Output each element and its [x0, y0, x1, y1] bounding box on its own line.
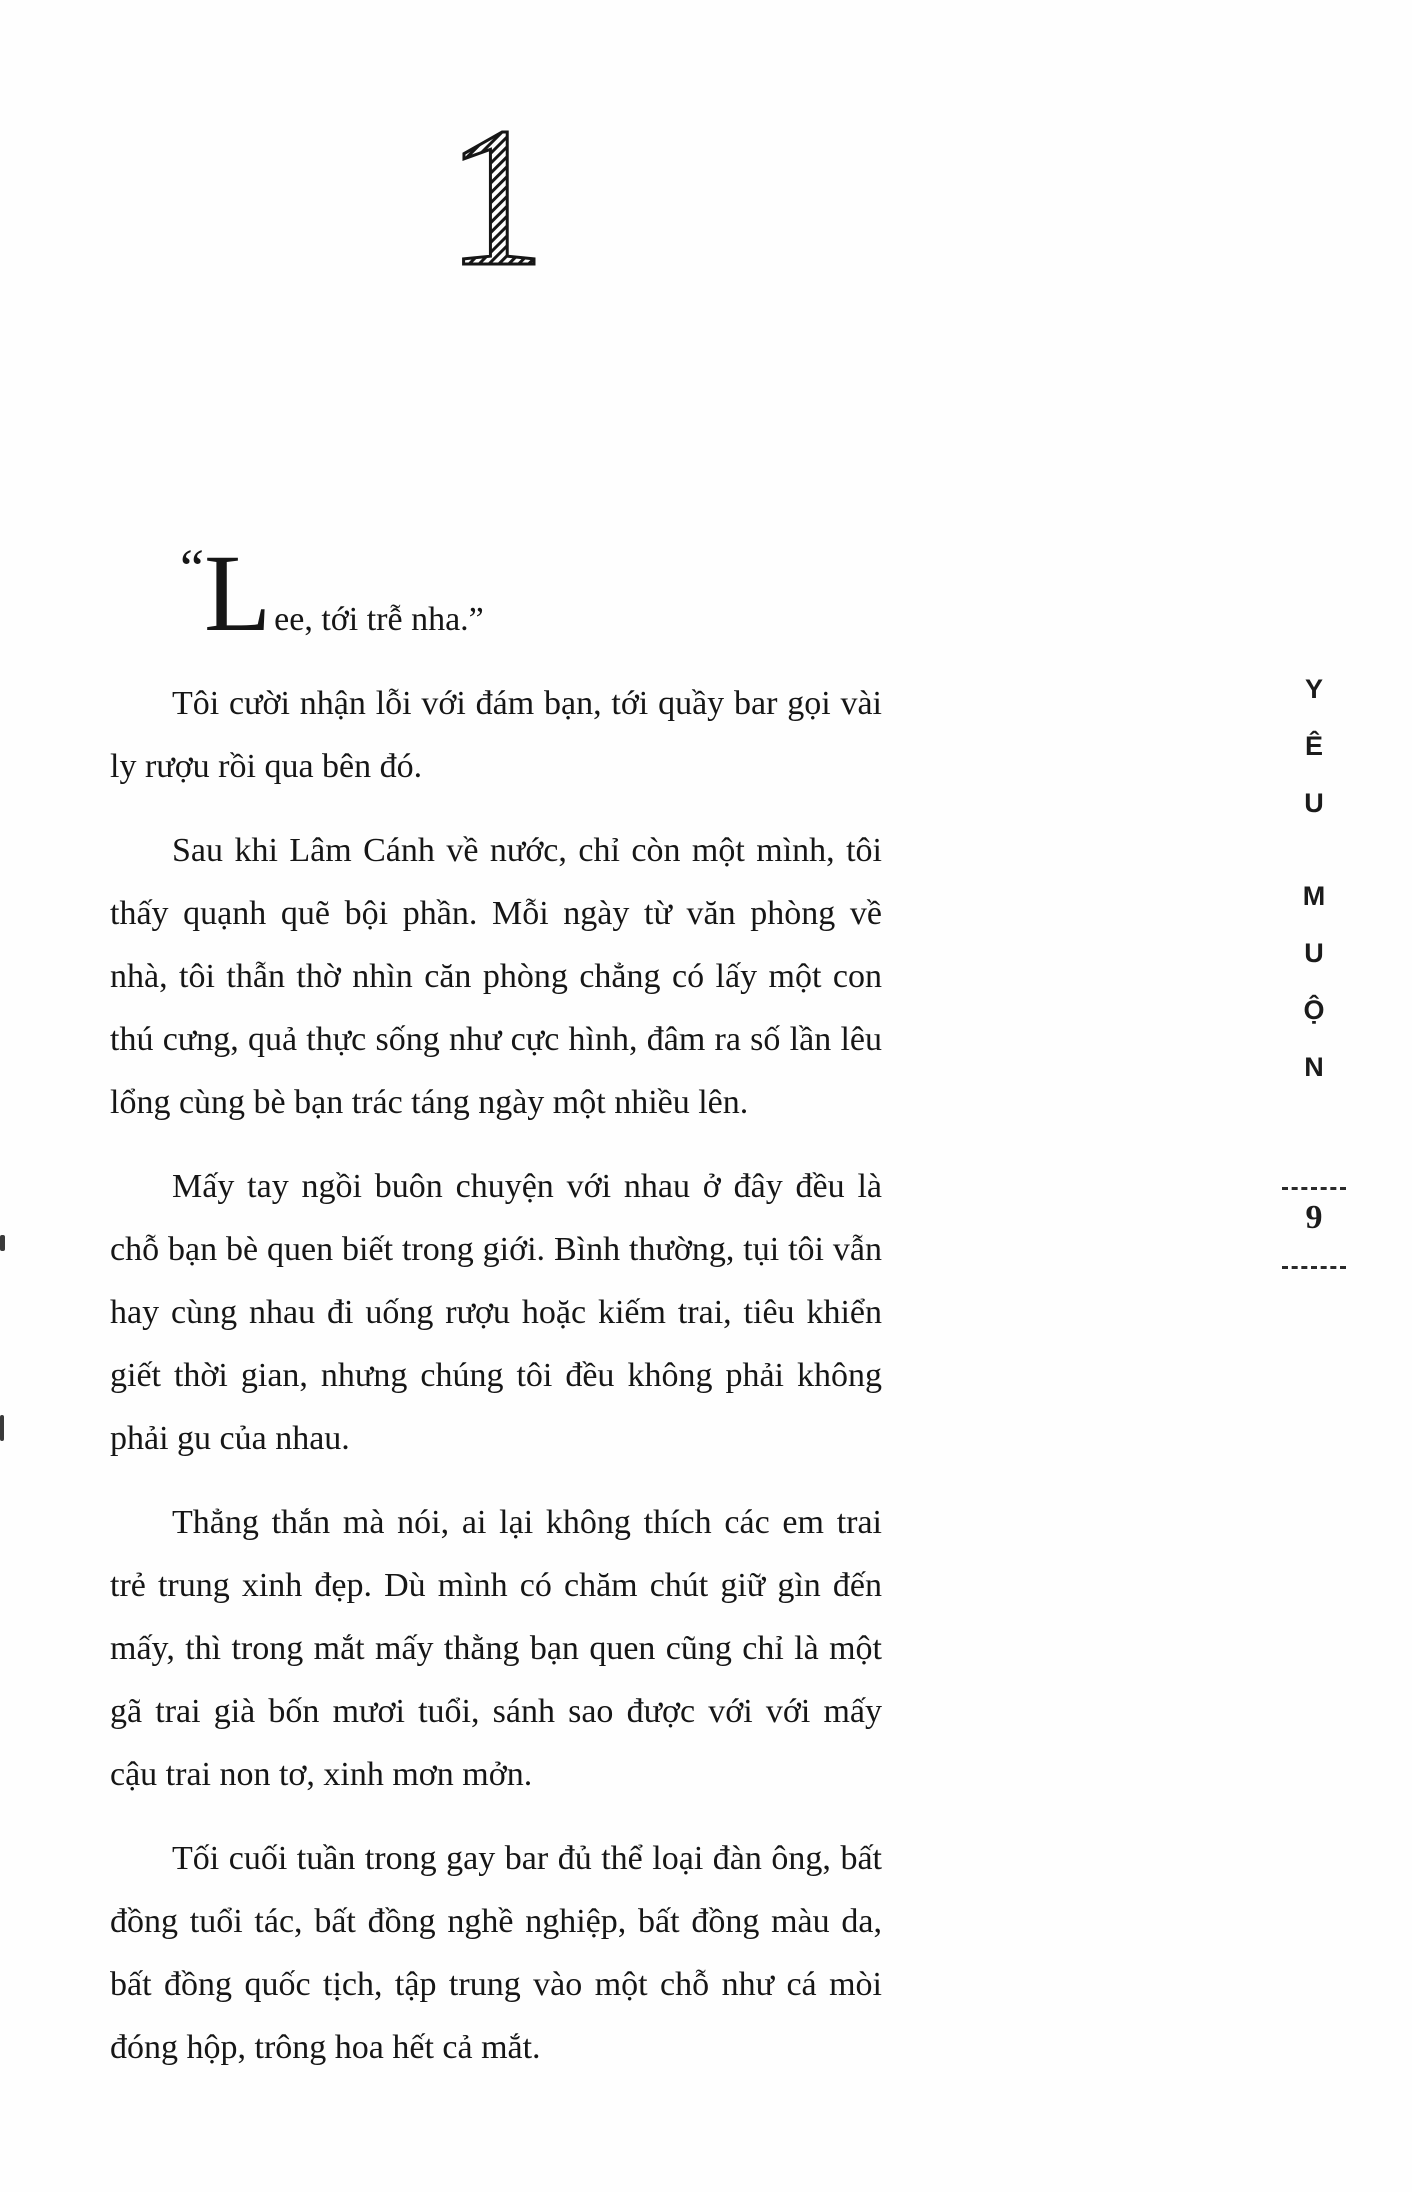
scan-artifact: [0, 1415, 4, 1441]
book-title-letter: M: [1302, 881, 1326, 911]
chapter-number: 1: [446, 112, 546, 272]
paragraph: [110, 1155, 882, 1470]
drop-cap-letter: L: [203, 532, 272, 654]
paragraph-text: Sau khi Lâm Cánh về nước, chỉ còn một mình, tôi thấy quạnh quẽ bội phần. Mỗi ngày từ văn phòng về nhà, tôi thẫn thờ nhìn căn phòng chẳng có lấy một con thú cưng, quả thực sống như cực hình, đâm ra số lần lêu lổng cùng bè bạn trác táng ngày một nhiều lên.: [110, 832, 882, 1121]
paragraph: [110, 672, 882, 798]
book-title-letter: Ộ: [1303, 995, 1325, 1025]
body-text-block: [110, 532, 882, 2100]
paragraph: [110, 819, 882, 1134]
paragraph-text: Thẳng thắn mà nói, ai lại không thích các em trai trẻ trung xinh đẹp. Dù mình có chăm chút giữ gìn đến mấy, thì trong mắt mấy thằng bạn quen cũng chỉ là một gã trai già bốn mươi tuổi, sánh sao được với với mấy cậu trai non tơ, xinh mơn mởn.: [110, 1504, 882, 1793]
opening-quote-mark: “: [180, 538, 202, 598]
scan-artifact: [0, 1235, 5, 1251]
page-number-divider: [1282, 1266, 1346, 1269]
page-number-divider: [1282, 1187, 1346, 1190]
book-title-letter: Ê: [1304, 731, 1323, 761]
page-margin-sidebar: [1281, 676, 1347, 1269]
paragraph-opening-line: [110, 532, 882, 654]
paragraph-text: Mấy tay ngồi buôn chuyện với nhau ở đây đều là chỗ bạn bè quen biết trong giới. Bình thường, tụi tôi vẫn hay cùng nhau đi uống rượu hoặc kiếm trai, tiêu khiển giết thời gian, nhưng chúng tôi đều không phải không phải gu của nhau.: [110, 1168, 882, 1457]
book-title-letter: N: [1304, 1052, 1324, 1082]
paragraph-text: ee, tới trễ nha.”: [274, 601, 484, 638]
page-number: 9: [1305, 1199, 1323, 1236]
paragraph: [110, 1827, 882, 2079]
paragraph-text: Tối cuối tuần trong gay bar đủ thể loại đàn ông, bất đồng tuổi tác, bất đồng nghề nghiệp, bất đồng màu da, bất đồng quốc tịch, tập trung vào một chỗ như cá mòi đóng hộp, trông hoa hết cả mắt.: [110, 1840, 882, 2066]
book-title-letter: U: [1304, 938, 1324, 968]
chapter-number-graphic: [421, 112, 571, 272]
paragraph-text: Tôi cười nhận lỗi với đám bạn, tới quầy bar gọi vài ly rượu rồi qua bên đó.: [110, 685, 882, 785]
chapter-heading: [110, 112, 882, 277]
book-title-letter: U: [1304, 788, 1324, 818]
paragraph: [110, 1491, 882, 1806]
book-title-letter: Y: [1304, 674, 1323, 704]
